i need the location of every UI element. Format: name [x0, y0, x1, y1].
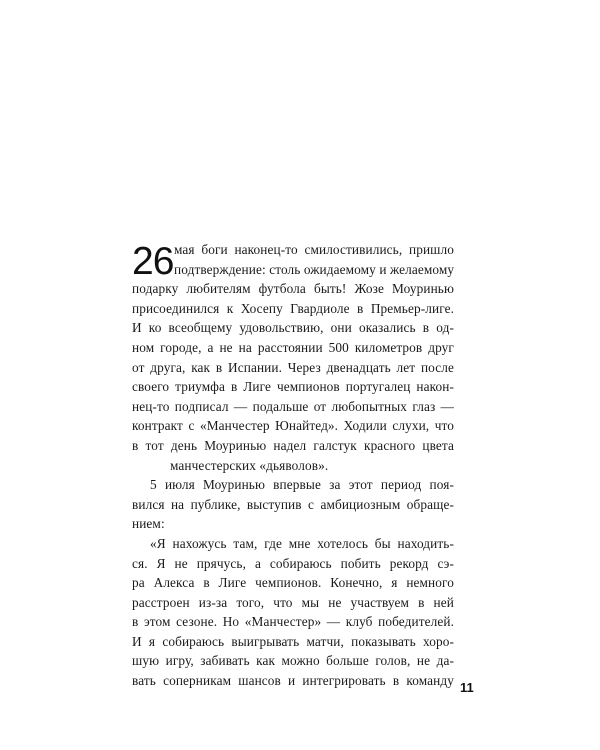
text-line: вился на публике, выступив с амбициозным обраще- [132, 496, 454, 512]
text-line: подарку любителям футбола быть! Жозе Моуринью [132, 281, 454, 297]
text-line: ра Алекса в Лиге чемпионов. Конечно, я немного [132, 575, 454, 591]
text-line: «Я нахожусь там, где мне хотелось бы находить- [150, 535, 454, 551]
text-line: от друга, как в Испании. Через двенадцать лет после [132, 359, 454, 375]
text-line: ном городе, а не на расстоянии 500 километров друг [132, 339, 454, 355]
text-line: контракт с «Манчестер Юнайтед». Ходили слухи, что [132, 418, 454, 434]
text-line: ся. Я не прячусь, а собираюсь побить рекорд сэ- [132, 555, 454, 571]
text-line: шую игру, забивать как можно больше голов, не да- [132, 653, 454, 669]
text-line: в этом сезоне. Но «Манчестер» — клуб победителей. [132, 614, 454, 630]
text-line: расстроен из-за того, что мы не участвуем в ней [132, 594, 454, 610]
drop-cap: 26 [132, 240, 174, 283]
text-line: И я собираюсь выигрывать матчи, показывать хоро- [132, 633, 454, 649]
text-line: мая боги наконец-то смилостивились, пришло [174, 242, 454, 257]
text-line: И ко всеобщему удовольствию, они оказались в од- [132, 320, 454, 336]
text-line: 5 июля Моуринью впервые за этот период поя- [150, 477, 454, 493]
text-line: нием: [132, 516, 165, 532]
text-line: манчестерских «дьяволов». [170, 457, 329, 473]
text-line: присоединился к Хосепу Гвардиоле в Премьер-лиге. [132, 300, 454, 316]
text-line: нец-то подписал — подальше от любопытных глаз — [132, 398, 454, 414]
text-line: вать соперникам шансов и интегрировать в команду [132, 673, 454, 689]
text-line: в тот день Моуринью надел галстук красного цвета [132, 437, 454, 453]
body-text [132, 240, 454, 691]
page-number: 11 [460, 680, 474, 695]
text-line: подтверждение: столь ожидаемому и желаемому [174, 261, 455, 277]
text-line: своего триумфа в Лиге чемпионов португалец након- [132, 379, 454, 395]
